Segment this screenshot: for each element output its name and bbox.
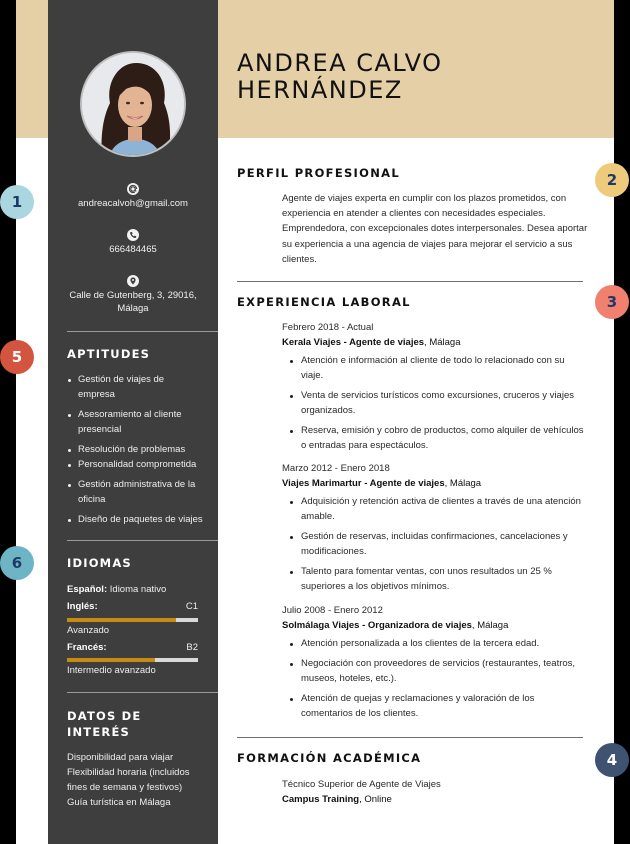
job-bullets: Atención personalizada a los clientes de la tercera edad. Negociación con proveedores de servicios (restaurantes, teatros, museos, hoteles, etc.). Atención de quejas y reclamaciones y valoración de los comentarios de los clientes. — [282, 636, 588, 721]
badge-2: 2 — [595, 163, 629, 197]
map-pin-icon — [127, 275, 139, 287]
badge-6: 6 — [0, 546, 34, 580]
profile-photo — [80, 51, 186, 157]
job-entry — [282, 320, 588, 458]
divider — [67, 692, 218, 693]
interests-title: DATOS DE INTERÉS — [67, 709, 142, 739]
language-french-bar — [67, 658, 198, 662]
badge-3: 3 — [595, 285, 629, 319]
bar-fill — [67, 618, 176, 622]
interests-list: Disponibilidad para viajar Flexibilidad horaria (incluidos fines de semana y festivos) Guía turística en Málaga — [67, 752, 190, 808]
job-bullets: Adquisición y retención activa de clientes a través de una atención amable. Gestión de reservas, incluidas confirmaciones, cancelaciones y modificaciones. Talento para fomentar ventas, con unos resultados un 25 % superiores a los objetivos mínimos. — [282, 494, 588, 594]
education-degree: Técnico Superior de Agente de Viajes — [282, 779, 441, 790]
at-sign-icon — [127, 183, 139, 195]
profile-text: Agente de viajes experta en cumplir con los plazos prometidos, con experiencia en atender a clientes con necesidades especiales. Emprendedora, con excepcionales dotes interpersonales. Desea aportar su experiencia a una agencia de viajes para mejorar el servicio a sus clientes. — [282, 193, 588, 265]
education-entry — [282, 777, 588, 807]
divider — [237, 737, 583, 738]
skill-item: Personalidad comprometida — [67, 457, 212, 472]
education-title: FORMACIÓN ACADÉMICA — [237, 751, 422, 765]
job-bullets: Atención e información al cliente de todo lo relacionado con su viaje. Venta de servicios turísticos como excursiones, cruceros y viajes organizados. Reserva, emisión y cobro de productos, como alquiler de vehículos o entradas para espectáculos. — [282, 353, 588, 453]
divider — [67, 331, 218, 332]
resume-page — [16, 0, 614, 844]
skills-list — [67, 372, 212, 532]
job-dates: Marzo 2012 - Enero 2018 — [282, 463, 390, 474]
skill-item: Gestión de viajes de empresa — [67, 372, 212, 402]
job-entry — [282, 461, 588, 599]
skill-item: Resolución de problemas — [67, 442, 212, 457]
language-french-level: Intermedio avanzado — [67, 665, 156, 676]
contact-phone[interactable]: 666484465 — [48, 229, 218, 256]
contact-address: Calle de Gutenberg, 3, 29016, Málaga — [48, 275, 218, 315]
skills-title: APTITUDES — [67, 347, 151, 361]
languages-title: IDIOMAS — [67, 556, 132, 570]
candidate-name: ANDREA CALVO HERNÁNDEZ — [237, 49, 443, 104]
skill-item: Asesoramiento al cliente presencial — [67, 407, 212, 437]
language-spanish: Español: Idioma nativo — [67, 584, 167, 595]
divider — [237, 281, 583, 282]
education-school: Campus Training, Online — [282, 794, 392, 805]
badge-1: 1 — [0, 185, 34, 219]
language-english-bar — [67, 618, 198, 622]
job-dates: Febrero 2018 - Actual — [282, 322, 374, 333]
job-company: Solmálaga Viajes - Organizadora de viajes, Málaga — [282, 620, 509, 631]
job-company: Viajes Marimartur - Agente de viajes, Málaga — [282, 478, 482, 489]
phone-icon — [127, 229, 139, 241]
experience-title: EXPERIENCIA LABORAL — [237, 295, 411, 309]
badge-5: 5 — [0, 340, 34, 374]
contact-email[interactable]: andreacalvoh@gmail.com — [48, 183, 218, 210]
skill-item: Gestión administrativa de la oficina — [67, 477, 212, 507]
language-french: Francés: B2 — [67, 642, 198, 653]
skill-item: Diseño de paquetes de viajes — [67, 512, 212, 527]
job-entry — [282, 603, 588, 726]
divider — [67, 540, 218, 541]
profile-photo-image — [82, 53, 186, 157]
badge-4: 4 — [595, 743, 629, 777]
sidebar — [48, 0, 218, 844]
job-dates: Julio 2008 - Enero 2012 — [282, 605, 383, 616]
profile-title: PERFIL PROFESIONAL — [237, 166, 400, 180]
job-company: Kerala Viajes - Agente de viajes, Málaga — [282, 337, 461, 348]
language-english: Inglés: C1 — [67, 601, 198, 612]
language-english-level: Avanzado — [67, 625, 110, 636]
bar-fill — [67, 658, 155, 662]
